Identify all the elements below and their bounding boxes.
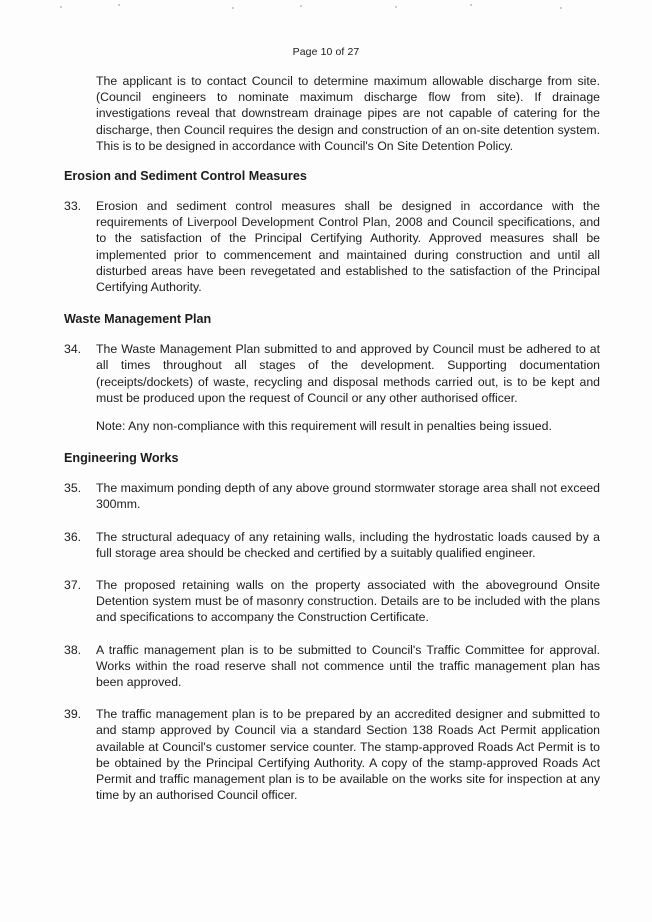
condition-number: 38. (64, 642, 82, 657)
condition-number: 33. (64, 199, 82, 214)
condition-37 (64, 577, 600, 626)
scan-artifacts (0, 0, 652, 14)
condition-35 (64, 480, 600, 512)
intro-paragraph: The applicant is to contact Council to determine maximum allowable discharge from site. (Council engineers to nominate maximum discharge flow from site). If drainage investigations reveal that downstream drainage pipes are not capable of catering for the discharge, then Council requires the design and construction of an on-site detention system. This is to be designed in accordance with Council's On Site Detention Policy. (96, 74, 600, 153)
condition-33 (64, 198, 600, 295)
condition-number: 35. (64, 481, 82, 496)
condition-text: The traffic management plan is to be prepared by an accredited designer and submitted to and stamp approved by Council via a standard Section 138 Roads Act Permit application available at Council's customer service counter. The stamp-approved Roads Act Permit is to be obtained by the Principal Certifying Authority. A copy of the stamp-approved Roads Act Permit and traffic management plan is to be available on the works site for inspection at any time by an authorised Council officer. (96, 707, 600, 803)
condition-34 (64, 341, 600, 406)
condition-text: Erosion and sediment control measures shall be designed in accordance with the requirements of Liverpool Development Control Plan, 2008 and Council specifications, and to the satisfaction of the Principal Certifying Authority. Approved measures shall be implemented prior to commencement and maintained during construction and until all disturbed areas have been revegetated and established to the satisfaction of the Principal Certifying Authority. (96, 199, 600, 295)
condition-text: The maximum ponding depth of any above ground stormwater storage area shall not exceed 300mm. (96, 481, 600, 512)
condition-text: A traffic management plan is to be submitted to Council's Traffic Committee for approval. Works within the road reserve shall not commence until the traffic management plan has been approved. (96, 642, 600, 690)
condition-text: The Waste Management Plan submitted to and approved by Council must be adhered to at all times throughout all stages of the development. Supporting documentation (receipts/dockets) of waste, recycling and disposal methods carried out, is to be kept and must be produced upon the request of Council or any other authorised officer. (96, 342, 600, 405)
condition-number: 37. (64, 578, 82, 593)
waste-note: Note: Any non-compliance with this requirement will result in penalties being issued. (96, 419, 552, 434)
condition-number: 39. (64, 707, 82, 722)
document-body (64, 73, 600, 820)
page-number: Page 10 of 27 (292, 46, 360, 58)
condition-text: The structural adequacy of any retaining walls, including the hydrostatic loads caused by a full storage area should be checked and certified by a suitably qualified engineer. (96, 529, 600, 560)
condition-text: The proposed retaining walls on the property associated with the aboveground Onsite Detention system must be of masonry construction. Details are to be included with the plans and specifications to accompany the Construction Certificate. (96, 578, 600, 625)
condition-38 (64, 642, 600, 691)
section-heading-waste: Waste Management Plan (64, 312, 212, 327)
condition-number: 34. (64, 342, 82, 357)
condition-39 (64, 706, 600, 803)
section-heading-engineering: Engineering Works (64, 451, 179, 466)
condition-36 (64, 529, 600, 561)
condition-number: 36. (64, 529, 82, 544)
section-heading-erosion: Erosion and Sediment Control Measures (64, 169, 307, 184)
